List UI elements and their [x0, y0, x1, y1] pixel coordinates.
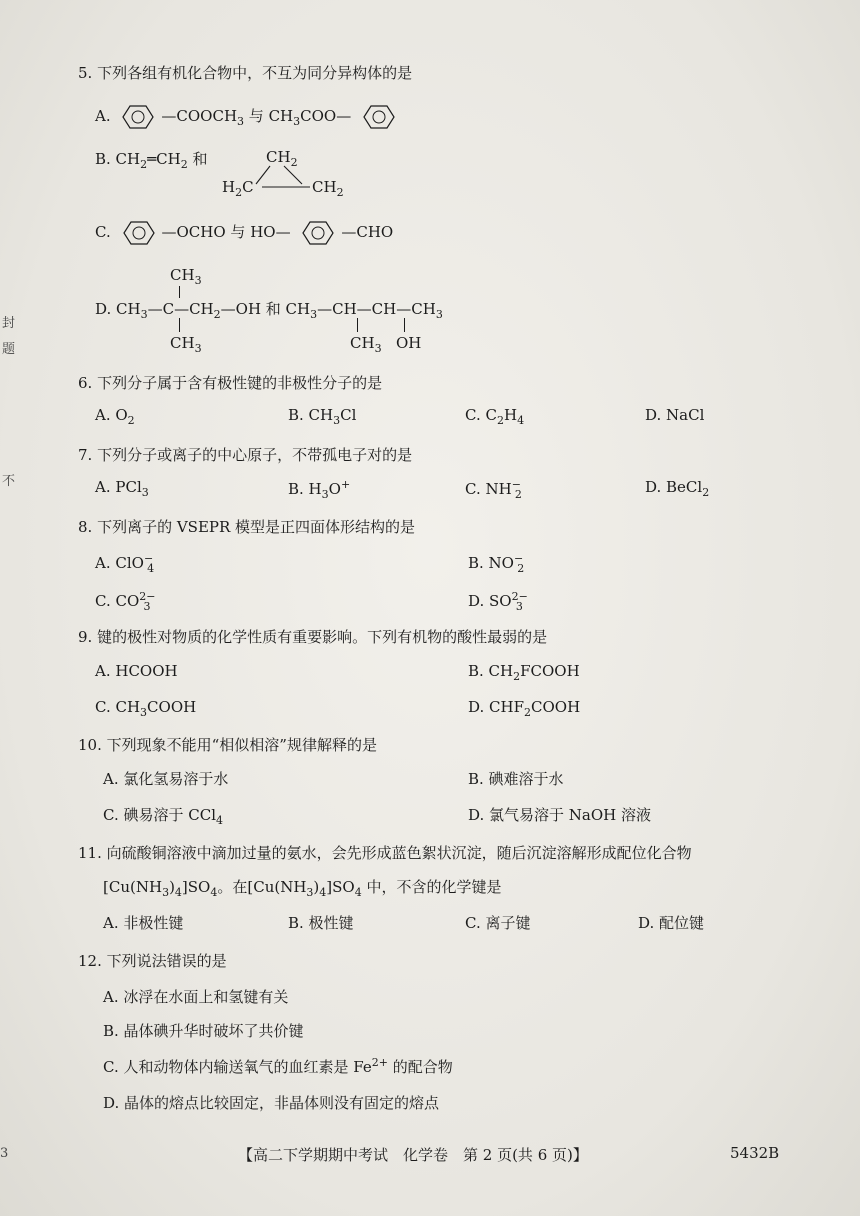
question-10-stem: 10. 下列现象不能用“相似相溶”规律解释的是	[78, 736, 377, 754]
benzene-ring-icon	[356, 104, 402, 130]
q8-option-c: C. $CO^{2-}_3$	[95, 590, 156, 613]
q10-option-b: B. 碘难溶于水	[468, 770, 564, 788]
margin-char: 不	[2, 474, 16, 489]
q8-option-d: D. $SO^{2-}_3$	[468, 590, 528, 613]
q5-option-d: D. $CH_3—C—CH_2—OH$ 和 $CH_3—CH—CH—CH_3$	[95, 300, 443, 321]
q5-option-c: C. —OCHO 与 HO— —CHO	[95, 220, 393, 246]
margin-char: 封	[2, 316, 16, 331]
bond-line	[179, 286, 180, 298]
bond-line	[404, 318, 405, 332]
cyclopropane-left: $H_2C$	[222, 178, 254, 199]
bond-line	[357, 318, 358, 332]
q9-option-d: D. $CHF_2COOH$	[468, 698, 581, 719]
cyclopropane-bonds	[240, 160, 320, 192]
q8-option-b: B. $NO^-_2$	[468, 552, 525, 575]
q5d-branch-methyl: $CH_3$	[350, 334, 382, 355]
q6-option-c: C. $C_2H_4$	[465, 406, 525, 427]
q7-option-c: C. $NH^-_2$	[465, 478, 522, 501]
margin-page-mark: 3	[0, 1146, 9, 1161]
question-12-stem: 12. 下列说法错误的是	[78, 952, 227, 970]
question-11-stem: 11. 向硫酸铜溶液中滴加过量的氨水，会先形成蓝色絮状沉淀，随后沉淀溶解形成配位化合物	[78, 844, 692, 862]
q10-option-c: C. 碘易溶于 CCl$_4$	[103, 806, 223, 827]
q5d-branch-hydroxyl: OH	[396, 334, 422, 352]
question-11-line2: $[Cu(NH_3)_4]SO_4$。在$[Cu(NH_3)_4]SO_4$ 中，不含的化学键是	[103, 878, 502, 899]
page-footer: 【高二下学期期中考试 化学卷 第 2 页(共 6 页)】	[238, 1146, 588, 1164]
q11-option-a: A. 非极性键	[103, 914, 184, 932]
q9-option-a: A. HCOOH	[95, 662, 178, 680]
q6-option-a: A. $O_2$	[95, 406, 135, 427]
question-5-stem: 5. 下列各组有机化合物中，不互为同分异构体的是	[78, 64, 413, 82]
cyclopropane-top: $CH_2$	[266, 148, 298, 169]
question-7-stem: 7. 下列分子或离子的中心原子，不带孤电子对的是	[78, 446, 413, 464]
q6-option-d: D. NaCl	[645, 406, 705, 424]
q7-option-d: D. BeCl$_2$	[645, 478, 710, 499]
q10-option-d: D. 氯气易溶于 NaOH 溶液	[468, 806, 652, 824]
q12-option-d: D. 晶体的熔点比较固定，非晶体则没有固定的熔点	[103, 1094, 440, 1112]
q5d-bottom-methyl: $CH_3$	[170, 334, 202, 355]
q12-option-c: C. 人和动物体内输送氧气的血红素是 $Fe^{2+}$ 的配合物	[103, 1056, 453, 1076]
q5-option-a: A. $—COOCH_3$ 与 $CH_3COO—$	[95, 104, 402, 130]
q5-option-b: B. $CH_2═CH_2$ 和	[95, 150, 208, 171]
q5d-top-methyl: $CH_3$	[170, 266, 202, 287]
q6-option-b: B. $CH_3Cl$	[288, 406, 357, 427]
benzene-ring-icon	[115, 104, 161, 130]
q8-option-a: A. ClO−$_4$	[95, 552, 155, 575]
q7-option-a: A. PCl$_3$	[95, 478, 149, 499]
exam-code: 5432B	[730, 1144, 780, 1162]
q12-option-a: A. 冰浮在水面上和氢键有关	[103, 988, 289, 1006]
benzene-ring-icon	[295, 220, 341, 246]
q11-option-c: C. 离子键	[465, 914, 531, 932]
q11-option-d: D. 配位键	[638, 914, 705, 932]
q9-option-c: C. $CH_3COOH$	[95, 698, 197, 719]
q12-option-b: B. 晶体碘升华时破坏了共价键	[103, 1022, 304, 1040]
q10-option-a: A. 氯化氢易溶于水	[103, 770, 229, 788]
cyclopropane-right: $CH_2$	[312, 178, 344, 199]
bond-line	[179, 318, 180, 332]
benzene-ring-icon	[116, 220, 162, 246]
margin-char: 题	[2, 342, 16, 357]
q7-option-b: B. $H_3O^+$	[288, 478, 351, 501]
question-9-stem: 9. 键的极性对物质的化学性质有重要影响。下列有机物的酸性最弱的是	[78, 628, 548, 646]
question-8-stem: 8. 下列离子的 VSEPR 模型是正四面体形结构的是	[78, 518, 416, 536]
q11-option-b: B. 极性键	[288, 914, 354, 932]
question-6-stem: 6. 下列分子属于含有极性键的非极性分子的是	[78, 374, 383, 392]
q9-option-b: B. $CH_2FCOOH$	[468, 662, 580, 683]
